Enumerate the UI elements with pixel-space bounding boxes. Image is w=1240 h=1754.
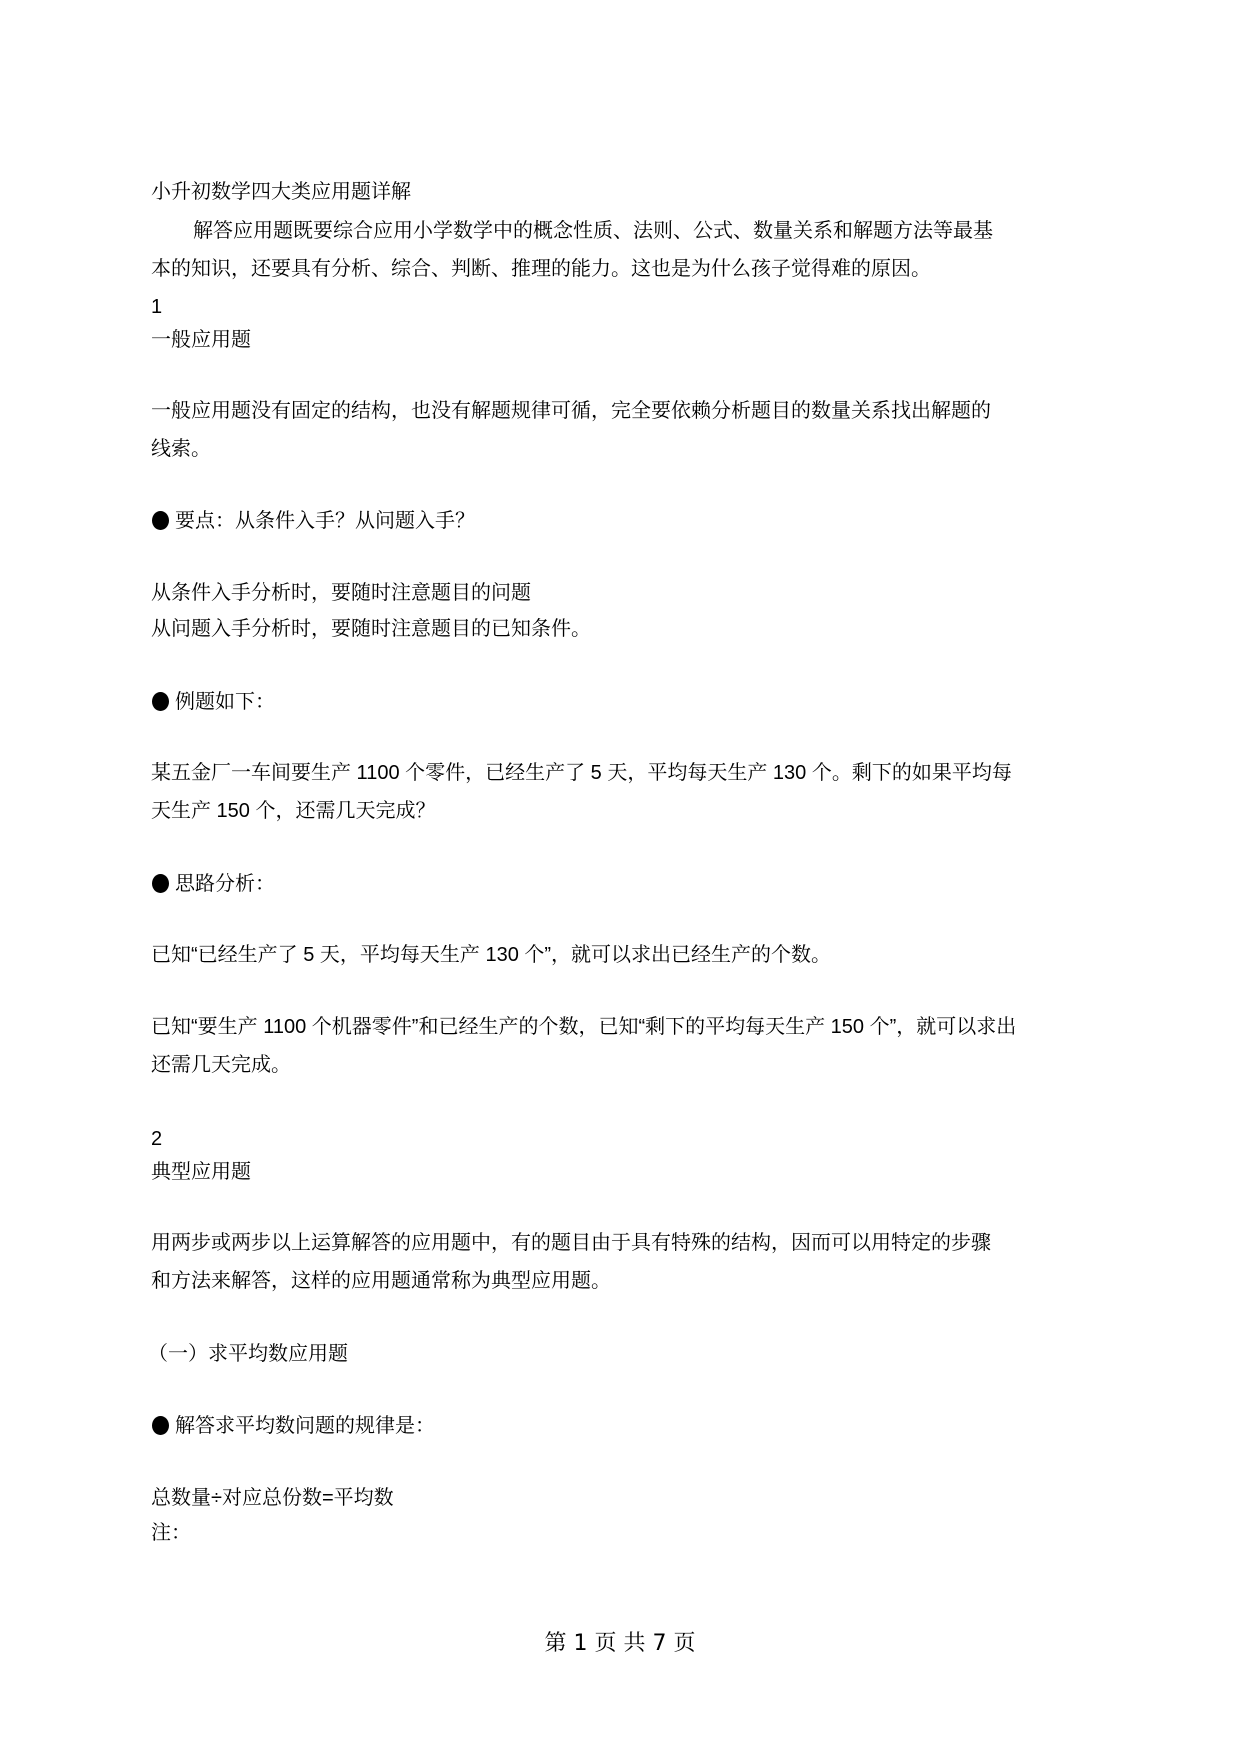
section-1-description-line-1: 一般应用题没有固定的结构，也没有解题规律可循，完全要依赖分析题目的数量关系找出解题的 bbox=[151, 400, 991, 422]
section-1-heading: 一般应用题 bbox=[151, 329, 251, 351]
rule-heading-text: 解答求平均数问题的规律是： bbox=[175, 1415, 435, 1437]
section-2-heading: 典型应用题 bbox=[151, 1161, 251, 1183]
bullet-icon bbox=[152, 511, 169, 530]
example-heading-text: 例题如下： bbox=[175, 691, 275, 713]
example-problem-line-1: 某五金厂一车间要生产 1100 个零件，已经生产了 5 天，平均每天生产 130 个。剩下的如果平均每 bbox=[151, 762, 1012, 784]
example-problem-line-2: 天生产 150 个，还需几天完成？ bbox=[151, 800, 436, 822]
key-point-line-1: 从条件入手分析时，要随时注意题目的问题 bbox=[151, 582, 531, 604]
bullet-icon bbox=[152, 692, 169, 711]
note-label: 注： bbox=[151, 1522, 191, 1544]
section-2-description-line-2: 和方法来解答，这样的应用题通常称为典型应用题。 bbox=[151, 1270, 611, 1292]
key-point-line-2: 从问题入手分析时，要随时注意题目的已知条件。 bbox=[151, 618, 591, 640]
formula: 总数量÷对应总份数=平均数 bbox=[151, 1487, 394, 1509]
intro-line-1: 解答应用题既要综合应用小学数学中的概念性质、法则、公式、数量关系和解题方法等最基 bbox=[193, 220, 993, 242]
section-2-number: 2 bbox=[151, 1128, 163, 1150]
analysis-paragraph-2-line-2: 还需几天完成。 bbox=[151, 1054, 291, 1076]
intro-line-2: 本的知识，还要具有分析、综合、判断、推理的能力。这也是为什么孩子觉得难的原因。 bbox=[151, 258, 931, 280]
section-1-number: 1 bbox=[151, 296, 163, 318]
rule-item bbox=[151, 1414, 435, 1438]
section-2-description-line-1: 用两步或两步以上运算解答的应用题中，有的题目由于具有特殊的结构，因而可以用特定的步骤 bbox=[151, 1232, 991, 1254]
analysis-paragraph-1: 已知“已经生产了 5 天，平均每天生产 130 个”，就可以求出已经生产的个数。 bbox=[151, 944, 832, 966]
page-indicator: 第 1 页 共 7 页 bbox=[544, 1631, 696, 1656]
section-1-description-line-2: 线索。 bbox=[151, 438, 211, 460]
subsection-title: （一）求平均数应用题 bbox=[148, 1343, 348, 1365]
example-item bbox=[151, 690, 275, 714]
analysis-heading-text: 思路分析： bbox=[175, 873, 275, 895]
analysis-paragraph-2-line-1: 已知“要生产 1100 个机器零件”和已经生产的个数，已知“剩下的平均每天生产 150 个”，就可以求出 bbox=[151, 1016, 1017, 1038]
key-point-item bbox=[151, 509, 475, 533]
bullet-icon bbox=[152, 874, 169, 893]
document-title: 小升初数学四大类应用题详解 bbox=[151, 181, 411, 203]
analysis-item bbox=[151, 872, 275, 896]
bullet-icon bbox=[152, 1416, 169, 1435]
key-point-text: 要点：从条件入手？从问题入手？ bbox=[175, 510, 475, 532]
